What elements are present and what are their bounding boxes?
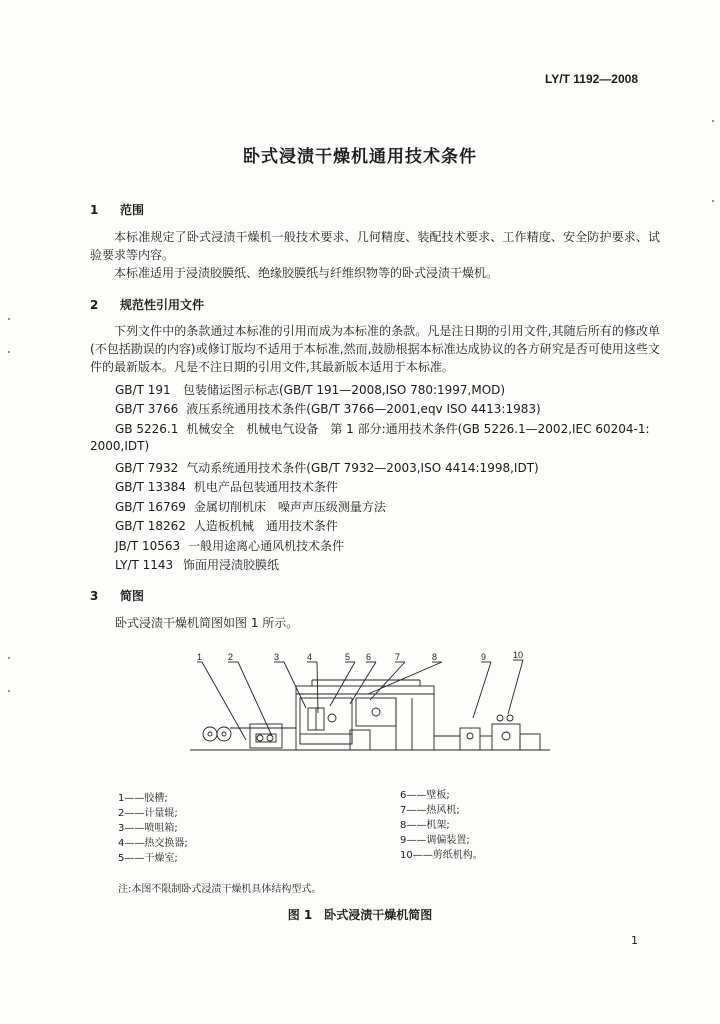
reference-title: 机械安全 机械电气设备 第 1 部分:通用技术条件(GB 5226.1—2002,IEC 60204-1: (186, 422, 650, 436)
reference-item (115, 381, 505, 398)
section-2-number: 2 (90, 298, 99, 312)
reference-item (115, 478, 338, 495)
figure-caption: 图 1 卧式浸渍干燥机简图 (287, 908, 433, 922)
section-1-number: 1 (90, 203, 99, 217)
section-3-title: 简图 (120, 589, 145, 603)
reference-code: GB/T 16769 (115, 500, 186, 514)
section-2-intro (90, 322, 660, 376)
reference-item (115, 517, 338, 534)
callout-number: 5 (345, 652, 351, 662)
reference-code: GB/T 191 (115, 383, 171, 397)
callout-number: 3 (274, 652, 280, 662)
callout-number: 6 (366, 652, 372, 662)
section-1-heading (90, 201, 144, 218)
legend-item: 10——剪纸机构。 (400, 850, 483, 861)
standard-code: LY/T 1192—2008 (545, 72, 638, 86)
section-3-number: 3 (90, 589, 99, 603)
scan-speck (8, 351, 10, 353)
reference-code: GB 5226.1 (115, 422, 179, 436)
callout-number: 4 (307, 652, 313, 662)
callout-number: 9 (481, 652, 487, 662)
reference-code: GB/T 3766 (115, 402, 179, 416)
page-title: 卧式浸渍干燥机通用技术条件 (243, 147, 477, 167)
legend-item: 5——干燥室; (118, 853, 178, 864)
scan-speck (8, 657, 10, 659)
callout-number: 7 (395, 652, 401, 662)
machine-diagram (190, 648, 550, 770)
legend-item: 3——喷咀箱; (118, 823, 178, 834)
scan-speck (8, 690, 10, 692)
section-1-title: 范围 (120, 203, 145, 217)
reference-title: 金属切削机床 噪声声压级测量方法 (193, 500, 386, 514)
callout-number: 1 (197, 652, 203, 662)
legend-item: 7——热风机; (400, 805, 460, 816)
reference-code: JB/T 10563 (115, 539, 181, 553)
legend-item: 8——机架; (400, 820, 450, 831)
section-3-text: 卧式浸渍干燥机简图如图 1 所示。 (115, 616, 299, 630)
legend-item: 9——调偏装置; (400, 835, 470, 846)
reference-title: 液压系统通用技术条件(GB/T 3766—2001,eqv ISO 4413:1983) (186, 402, 541, 416)
section-2-intro-text: 下列文件中的条款通过本标准的引用而成为本标准的条款。凡是注日期的引用文件,其随后所有的修改单(不包括勘误的内容)或修订版均不适用于本标准,然而,鼓励根据本标准达成协议的各方研究是否可使用这些文件的最新版本。凡是不注日期的引用文件,其最新版本适用于本标准。 (90, 324, 660, 374)
scan-speck (8, 318, 10, 320)
figure-note: 注:本图不限制卧式浸渍干燥机具体结构型式。 (118, 884, 322, 895)
reference-item (115, 537, 344, 554)
reference-item (115, 459, 539, 476)
callout-number: 10 (513, 650, 524, 660)
page-number: 1 (631, 934, 638, 947)
legend-right (400, 788, 483, 863)
scan-speck (712, 200, 714, 202)
legend-left (118, 791, 188, 866)
section-1-body (90, 228, 660, 282)
reference-title: 机电产品包装通用技术条件 (193, 480, 338, 494)
reference-item (115, 498, 386, 515)
reference-code: GB/T 18262 (115, 519, 186, 533)
callout-number: 2 (228, 652, 234, 662)
scan-speck (712, 120, 714, 122)
reference-code: GB/T 7932 (115, 461, 179, 475)
legend-item: 6——壁板; (400, 790, 450, 801)
section-2-title: 规范性引用文件 (120, 298, 205, 312)
reference-title: 包装储运图示标志(GB/T 191—2008,ISO 780:1997,MOD) (183, 383, 506, 397)
reference-code: GB/T 13384 (115, 480, 186, 494)
reference-title: 气动系统通用技术条件(GB/T 7932—2003,ISO 4414:1998,IDT) (186, 461, 539, 475)
callout-number: 8 (432, 652, 438, 662)
reference-code: LY/T 1143 (115, 558, 174, 572)
reference-item (115, 400, 541, 417)
legend-item: 1——胶槽; (118, 793, 168, 804)
legend-item: 4——热交换器; (118, 838, 188, 849)
section-3-heading (90, 587, 144, 604)
reference-item (115, 556, 279, 573)
reference-title: 饰面用浸渍胶膜纸 (183, 558, 280, 572)
reference-title: 人造板机械 通用技术条件 (193, 519, 338, 533)
section-1-paragraph: 本标准规定了卧式浸渍干燥机一般技术要求、几何精度、装配技术要求、工作精度、安全防护要求、试验要求等内容。 (90, 230, 660, 262)
reference-title: 一般用途离心通风机技术条件 (188, 539, 345, 553)
reference-item (115, 420, 650, 437)
legend-item: 2——计量辊; (118, 808, 178, 819)
reference-continuation: 2000,IDT) (90, 439, 150, 453)
section-2-heading (90, 296, 204, 313)
section-1-paragraph: 本标准适用于浸渍胶膜纸、绝缘胶膜纸与纤维织物等的卧式浸渍干燥机。 (114, 266, 499, 280)
